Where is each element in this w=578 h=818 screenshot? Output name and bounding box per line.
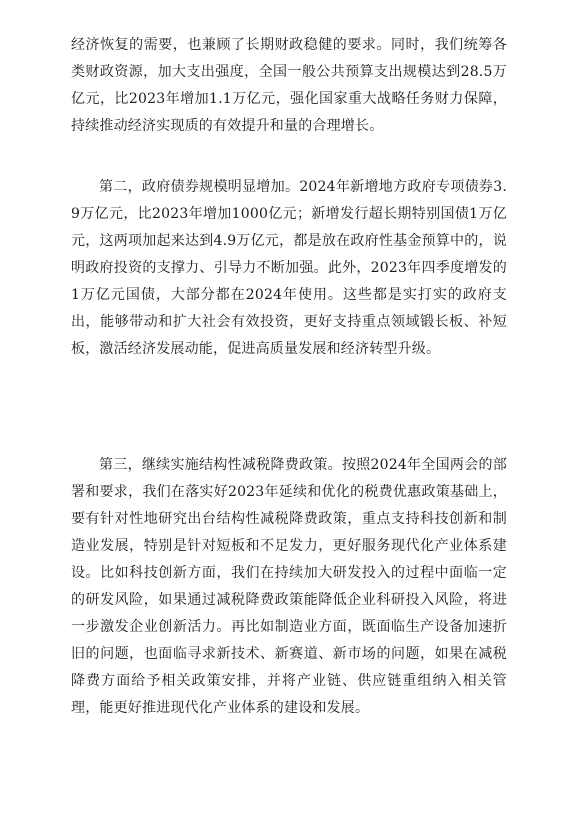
paragraph-1: 经济恢复的需要，也兼顾了长期财政稳健的要求。同时，我们统筹各类财政资源，加大支出强度，全国一般公共预算支出规模达到28.5万亿元，比2023年增加1.1万亿元，强化国家重大战略任务财力保障，持续推动经济实现质的有效提升和量的合理增长。 <box>71 37 507 134</box>
paragraph-3: 第三，继续实施结构性减税降费政策。按照2024年全国两会的部署和要求，我们在落实好2023年延续和优化的税费优惠政策基础上，要有针对性地研究出台结构性减税降费政策，重点支持科技创新和制造业发展，特别是针对短板和不足发力，更好服务现代化产业体系建设。比如科技创新方面，我们在持续加大研发投入的过程中面临一定的研发风险，如果通过减税降费政策能降低企业科研投入风险，将进一步激发企业创新活力。再比如制造业方面，既面临生产设备加速折旧的问题，也面临寻求新技术、新赛道、新市场的问题，如果在减税降费方面给予相关政策安排，并将产业链、供应链重组纳入相关管理，能更好推进现代化产业体系的建设和发展。 <box>71 457 507 716</box>
paragraph-2: 第二，政府债券规模明显增加。2024年新增地方政府专项债券3.9万亿元，比2023年增加1000亿元；新增发行超长期特别国债1万亿元，这两项加起来达到4.9万亿元，都是放在政府性基金预算中的，说明政府投资的支撑力、引导力不断加强。此外，2023年四季度增发的1万亿元国债，大部分都在2024年使用。这些都是实打实的政府支出，能够带动和扩大社会有效投资，更好支持重点领域锻长板、补短板，激活经济发展动能，促进高质量发展和经济转型升级。 <box>71 179 507 357</box>
